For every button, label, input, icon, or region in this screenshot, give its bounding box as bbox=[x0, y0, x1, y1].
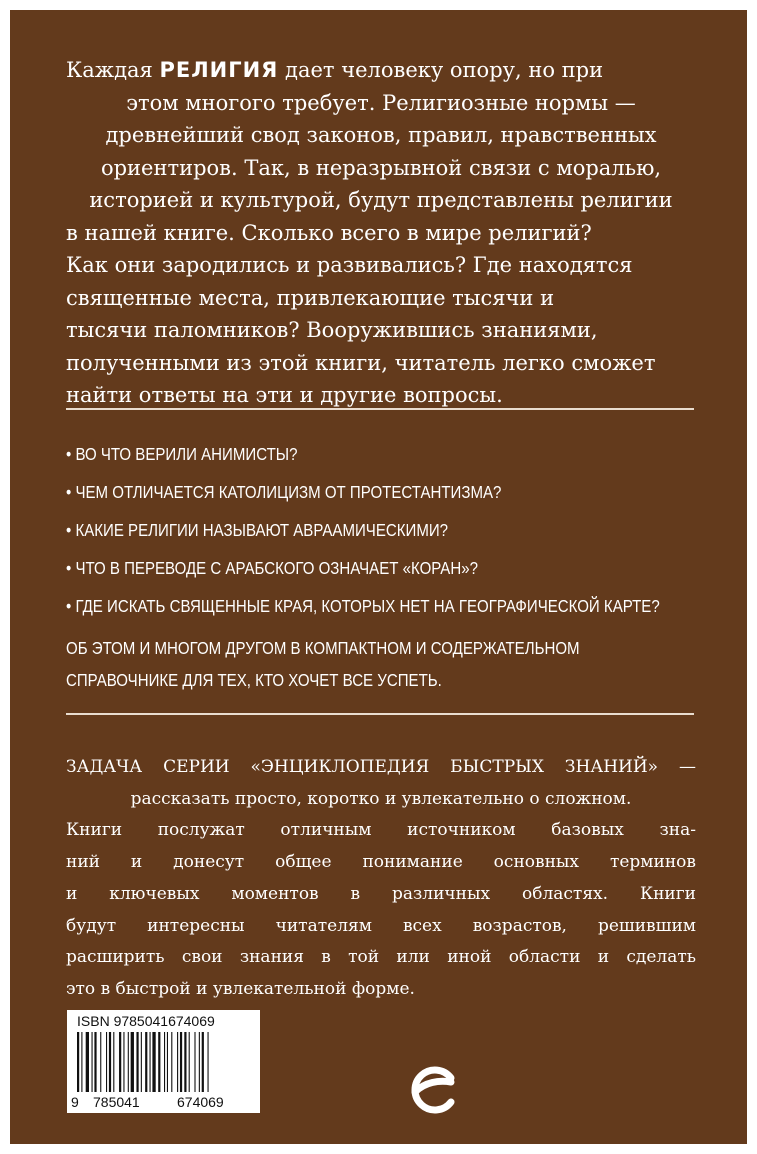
barcode-digits-right: 674069 bbox=[177, 1094, 224, 1110]
question-list bbox=[66, 435, 660, 625]
intro-line: этом многого требует. Религиозные нормы — bbox=[126, 90, 636, 115]
intro-line: Как они зародились и развивались? Где находятся bbox=[66, 253, 633, 277]
divider bbox=[66, 713, 694, 715]
question-item: • ВО ЧТО ВЕРИЛИ АНИМИСТЫ? bbox=[66, 444, 298, 464]
series-line: расширить свои знания в той или иной области и сделать bbox=[66, 947, 696, 968]
intro-line: в нашей книге. Сколько всего в мире религий? bbox=[66, 220, 592, 245]
intro-line: историей и культурой, будут представлены религии bbox=[89, 188, 673, 212]
barcode-bars-icon bbox=[77, 1032, 253, 1098]
intro-line: тысячи паломников? Вооружившись знаниями, bbox=[66, 318, 598, 342]
summary-paragraph bbox=[66, 632, 702, 696]
divider bbox=[66, 408, 694, 410]
barcode-digit-first: 9 bbox=[71, 1094, 79, 1110]
isbn-label: ISBN 9785041674069 bbox=[77, 1013, 215, 1029]
intro-line: древнейший свод законов, правил, нравственных bbox=[105, 123, 657, 147]
series-line: Книги послужат отличным источником базовых зна- bbox=[66, 820, 696, 841]
series-line: и ключевых моментов в различных областях. Книги bbox=[66, 883, 696, 904]
question-item: • ЧТО В ПЕРЕВОДЕ С АРАБСКОГО ОЗНАЧАЕТ «КОРАН»? bbox=[66, 558, 478, 578]
question-item: • ГДЕ ИСКАТЬ СВЯЩЕННЫЕ КРАЯ, КОТОРЫХ НЕТ НА ГЕОГРАФИЧЕСКОЙ КАРТЕ? bbox=[66, 596, 660, 616]
barcode bbox=[67, 1010, 260, 1113]
series-line: будут интересны читателям всех возрастов, решившим bbox=[66, 915, 696, 936]
intro-line: Каждая РЕЛИГИЯ дает человеку опору, но при bbox=[66, 58, 604, 82]
summary-line: СПРАВОЧНИКЕ ДЛЯ ТЕХ, КТО ХОЧЕТ ВСЕ УСПЕТЬ. bbox=[66, 670, 442, 690]
intro-paragraph bbox=[66, 54, 696, 412]
eksmo-e-logo-icon bbox=[407, 1060, 461, 1120]
intro-line: полученными из этой книги, читатель легко сможет bbox=[66, 350, 656, 375]
series-line: рассказать просто, коротко и увлекательно о сложном. bbox=[130, 788, 632, 809]
summary-line: ОБ ЭТОМ И МНОГОМ ДРУГОМ В КОМПАКТНОМ И СОДЕРЖАТЕЛЬНОМ bbox=[66, 638, 580, 658]
intro-keyword: РЕЛИГИЯ bbox=[159, 58, 279, 82]
series-line: ЗАДАЧА СЕРИИ «ЭНЦИКЛОПЕДИЯ БЫСТРЫХ ЗНАНИЙ» — bbox=[66, 757, 696, 777]
intro-line: ориентиров. Так, в неразрывной связи с моралью, bbox=[100, 155, 662, 180]
series-line: это в быстрой и увлекательной форме. bbox=[66, 978, 415, 999]
intro-line: найти ответы на эти и другие вопросы. bbox=[66, 383, 503, 407]
book-back-cover bbox=[10, 10, 747, 1144]
intro-line: священные места, привлекающие тысячи и bbox=[66, 285, 555, 310]
series-description bbox=[66, 752, 696, 1006]
question-item: • ЧЕМ ОТЛИЧАЕТСЯ КАТОЛИЦИЗМ ОТ ПРОТЕСТАНТИЗМА? bbox=[66, 482, 502, 502]
barcode-digits-left: 785041 bbox=[93, 1094, 140, 1110]
question-item: • КАКИЕ РЕЛИГИИ НАЗЫВАЮТ АВРААМИЧЕСКИМИ? bbox=[66, 520, 449, 540]
series-line: ний и донесут общее понимание основных терминов bbox=[66, 852, 696, 873]
